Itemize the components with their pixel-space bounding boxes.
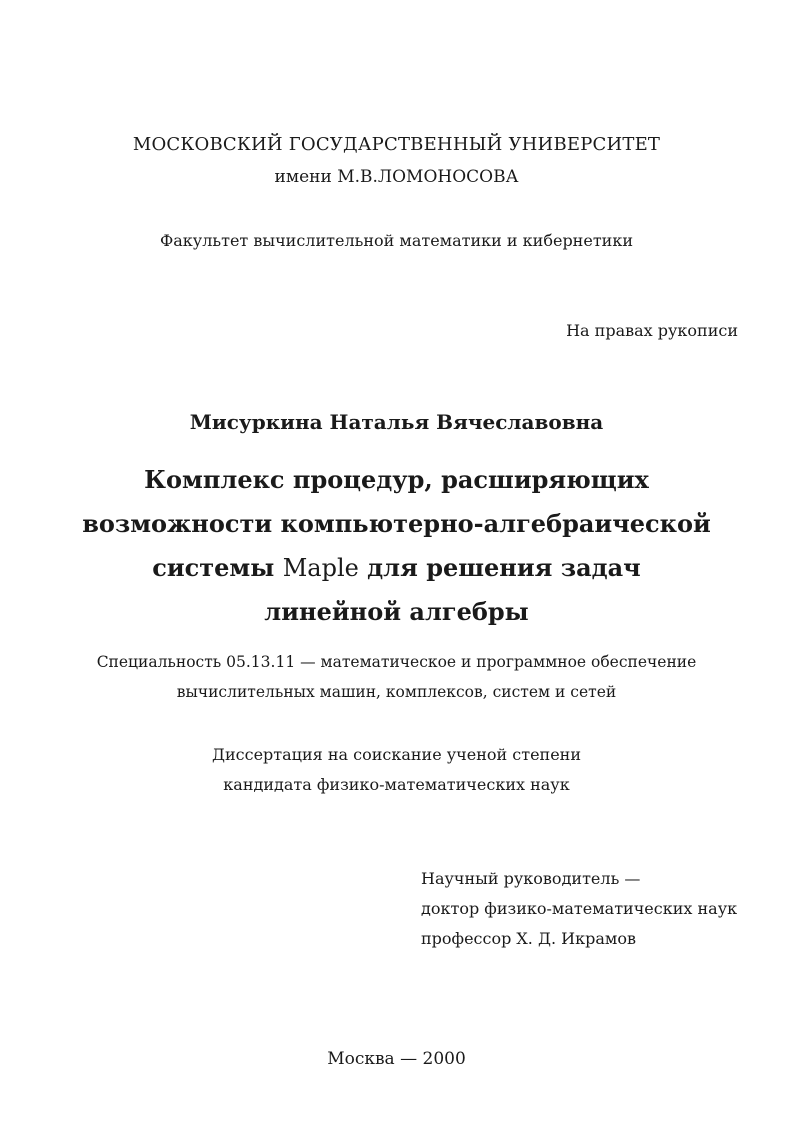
title-line-3 [0,546,793,590]
title-line-2: возможности компьютерно-алгебраической [82,509,711,538]
faculty-name: Факультет вычислительной математики и кибернетики [159,231,633,250]
degree-line-1: Диссертация на соискание ученой степени [211,745,581,764]
degree-line-2: кандидата физико-математических наук [223,775,570,794]
advisor-line-3: профессор Х. Д. Икрамов [421,929,636,948]
title-line-1: Комплекс процедур, расширяющих [144,465,649,494]
title-line-3-pre: системы [152,553,283,582]
specialty-line-2: вычислительных машин, комплексов, систем и сетей [176,683,617,701]
university-name: имени М.В.ЛОМОНОСОВА [274,167,519,187]
title-maple-word: Maple [282,554,359,582]
dissertation-degree-block [0,740,793,800]
specialty-line-1: Специальность 05.13.11 — математическое и программное обеспечение [96,653,697,671]
title-line-4: линейной алгебры [264,597,529,626]
dissertation-title [0,458,793,634]
city-year: Москва — 2000 [327,1049,466,1069]
advisor-line-1: Научный руководитель — [421,869,641,888]
author-name: Мисуркина Наталья Вячеславовна [189,410,604,434]
manuscript-note: На правах рукописи [566,321,738,340]
specialty-block [0,647,793,707]
advisor-block [421,864,737,954]
university-heading: МОСКОВСКИЙ ГОСУДАРСТВЕННЫЙ УНИВЕРСИТЕТ [132,134,661,155]
title-line-3-post: для решения задач [358,553,641,582]
advisor-line-2: доктор физико-математических наук [421,899,738,918]
